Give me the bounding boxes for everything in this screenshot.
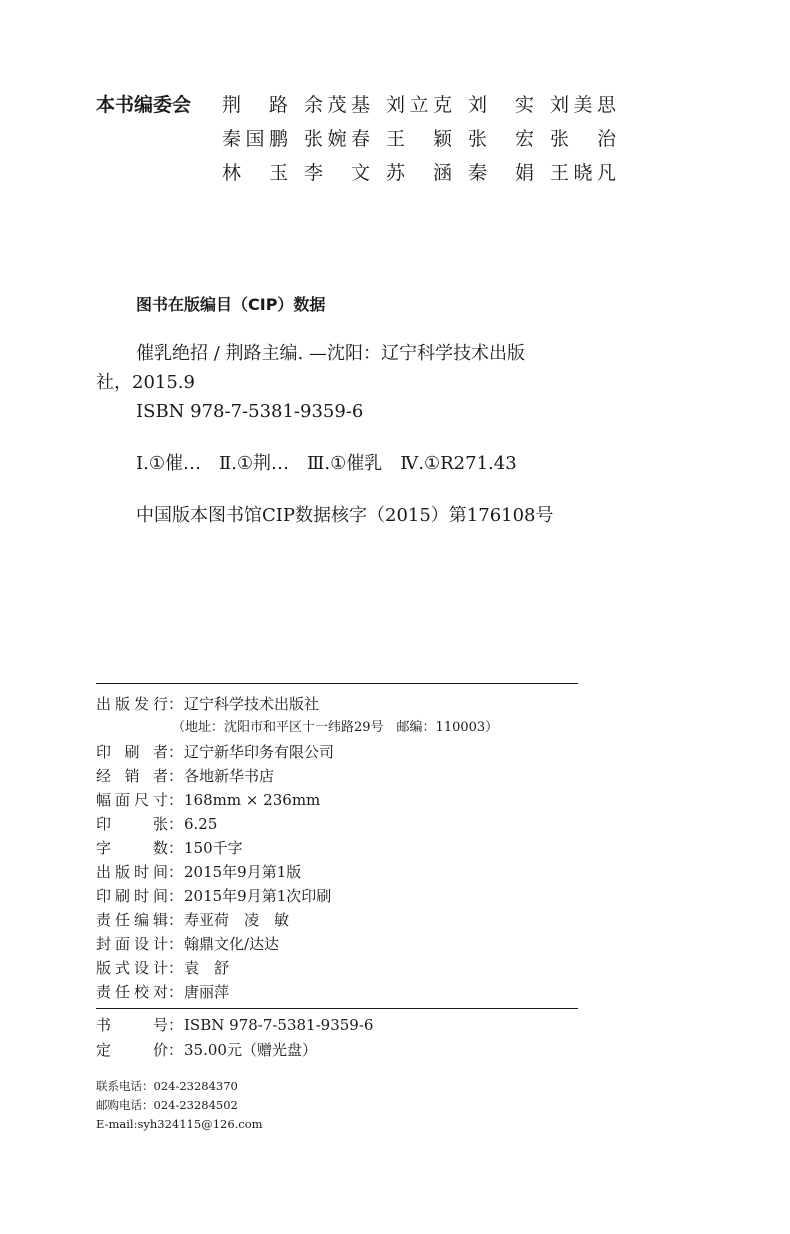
board-member: 张宏: [468, 128, 534, 150]
info-value: 2015年9月第1次印刷: [184, 887, 332, 905]
info-value: 35.00元（赠光盘）: [184, 1041, 317, 1059]
cip-title: 图书在版编目（CIP）数据: [136, 295, 326, 314]
info-label: 字数: [96, 839, 168, 857]
info-colon: ：: [168, 1016, 184, 1034]
cip-classification: Ⅰ.①催… Ⅱ.①荆… Ⅲ.①催乳 Ⅳ.①R271.43: [136, 453, 517, 474]
info-value: 2015年9月第1版: [184, 863, 302, 881]
info-label: 书号: [96, 1016, 168, 1034]
info-value: 唐丽萍: [184, 983, 230, 1001]
publisher-address: （地址：沈阳市和平区十一纬路29号 邮编：110003）: [172, 720, 499, 735]
info-label: 封面设计: [96, 935, 168, 953]
cip-book-info: 催乳绝招 / 荆路主编. —沈阳：辽宁科学技术出版: [136, 343, 525, 364]
editorial-board-label: 本书编委会: [96, 94, 192, 116]
info-colon: ：: [168, 839, 184, 857]
info-label: 版式设计: [96, 959, 168, 977]
info-label: 出版发行: [96, 695, 168, 713]
board-member: 张治: [550, 128, 616, 150]
board-member: 秦娟: [468, 162, 534, 184]
contact-email: E-mail:syh324115@126.com: [96, 1117, 263, 1131]
info-colon: ：: [168, 743, 184, 761]
info-value: ISBN 978-7-5381-9359-6: [184, 1016, 374, 1034]
info-label: 责任校对: [96, 983, 168, 1001]
info-label: 印刷者: [96, 743, 168, 761]
info-colon: ：: [168, 983, 184, 1001]
board-member: 张婉春: [304, 128, 370, 150]
info-label: 印刷时间: [96, 887, 168, 905]
board-member: 秦国鹏: [222, 128, 288, 150]
board-member: 王晓凡: [550, 162, 616, 184]
cip-book-info-cont: 社，2015.9: [96, 372, 195, 393]
contact-phone: 联系电话：024-23284370: [96, 1079, 238, 1093]
info-value: 寿亚荷 凌 敏: [184, 911, 290, 929]
board-member: 刘美思: [550, 94, 616, 116]
board-member: 刘实: [468, 94, 534, 116]
colophon-top-rule: [96, 683, 578, 684]
info-colon: ：: [168, 863, 184, 881]
info-colon: ：: [168, 935, 184, 953]
info-colon: ：: [168, 767, 184, 785]
info-value: 150千字: [184, 839, 243, 857]
board-member: 余茂基: [304, 94, 370, 116]
cip-record-number: 中国版本图书馆CIP数据核字（2015）第176108号: [136, 505, 554, 526]
info-colon: ：: [168, 1041, 184, 1059]
colophon-bottom-rule: [96, 1008, 578, 1009]
info-colon: ：: [168, 887, 184, 905]
info-value: 辽宁新华印务有限公司: [184, 743, 335, 761]
info-value: 辽宁科学技术出版社: [184, 695, 320, 713]
info-colon: ：: [168, 791, 184, 809]
cip-isbn: ISBN 978-7-5381-9359-6: [136, 401, 364, 422]
info-value: 各地新华书店: [184, 767, 275, 785]
info-label: 责任编辑: [96, 911, 168, 929]
info-label: 幅面尺寸: [96, 791, 168, 809]
info-value: 翰鼎文化/达达: [184, 935, 280, 953]
info-label: 经销者: [96, 767, 168, 785]
board-member: 李文: [304, 162, 370, 184]
info-colon: ：: [168, 815, 184, 833]
info-label: 定价: [96, 1041, 168, 1059]
board-member: 荆路: [222, 94, 288, 116]
contact-mail-order-phone: 邮购电话：024-23284502: [96, 1098, 238, 1112]
board-member: 苏涵: [386, 162, 452, 184]
board-member: 王颖: [386, 128, 452, 150]
info-colon: ：: [168, 911, 184, 929]
board-member: 刘立克: [386, 94, 452, 116]
info-value: 袁 舒: [184, 959, 230, 977]
info-colon: ：: [168, 695, 184, 713]
info-value: 6.25: [184, 815, 218, 833]
info-value: 168mm × 236mm: [184, 791, 321, 809]
info-colon: ：: [168, 959, 184, 977]
info-label: 出版时间: [96, 863, 168, 881]
info-label: 印张: [96, 815, 168, 833]
board-member: 林玉: [222, 162, 288, 184]
